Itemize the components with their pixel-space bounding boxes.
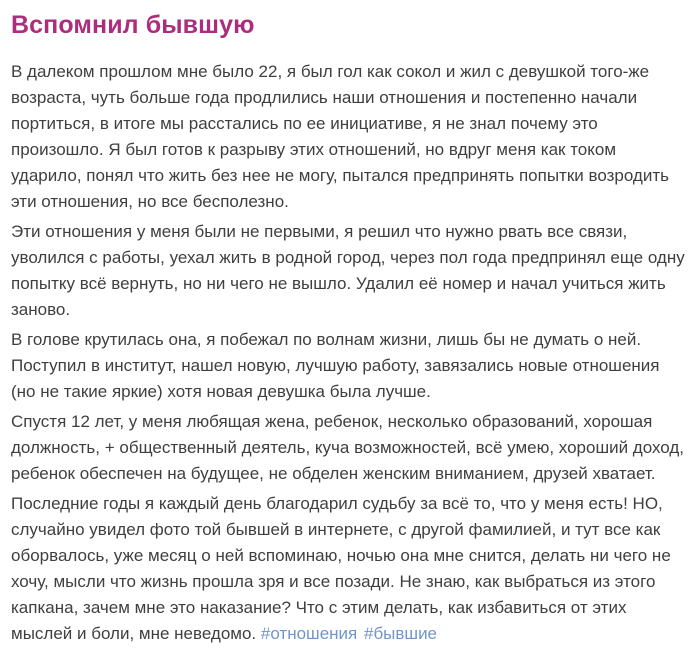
hashtag-link-otnosheniya[interactable]: #отношения [260,624,358,643]
post-title[interactable]: Вспомнил бывшую [11,11,255,39]
post-paragraph-5-text: Последние годы я каждый день благодарил судьбу за всё то, что у меня есть! НО, случайно увидел фото той бывшей в интернете, с другой фамилией, и тут все как оборвалось, уже месяц о ней вспоминаю, ночью она мне снится, делать ни чего не хочу, мысли что жизнь прошла зря и все позади. Не знаю, как выбраться из этого капкана, зачем мне это наказание? Что с этим делать, как избавиться от этих мыслей и боли, мне неведомо. [11,494,671,643]
post-paragraph-2: Эти отношения у меня были не первыми, я решил что нужно рвать все связи, уволился с работы, уехал жить в родной город, через пол года предпринял еще одну попытку всё вернуть, но ни чего не вышло. Удалил её номер и начал учиться жить заново. [11,222,685,319]
post-paragraph-1: В далеком прошлом мне было 22, я был гол как сокол и жил с девушкой того-же возраста, чуть больше года продлились наши отношения и постепенно начали портиться, в итоге мы расстались по ее инициативе, я не знал почему это произошло. Я был готов к разрыву этих отношений, но вдруг меня как током ударило, понял что жить без нее не могу, пытался предпринять попытки возродить эти отношения, но все бесполезно. [11,62,669,211]
post-paragraph-5 [11,491,688,647]
hashtag-link-byvshie[interactable]: #бывшие [363,624,438,643]
post-paragraph-3: В голове крутилась она, я побежал по волнам жизни, лишь бы не думать о ней. Поступил в институт, нашел новую, лучшую работу, завязались новые отношения (но не такие яркие) хотя новая девушка была лучше. [11,330,660,401]
post-paragraph-4: Спустя 12 лет, у меня любящая жена, ребенок, несколько образований, хорошая должность, + общественный деятель, куча возможностей, всё умею, хороший доход, ребенок обеспечен на будущее, не обделен женским вниманием, друзей хватает. [11,412,685,483]
